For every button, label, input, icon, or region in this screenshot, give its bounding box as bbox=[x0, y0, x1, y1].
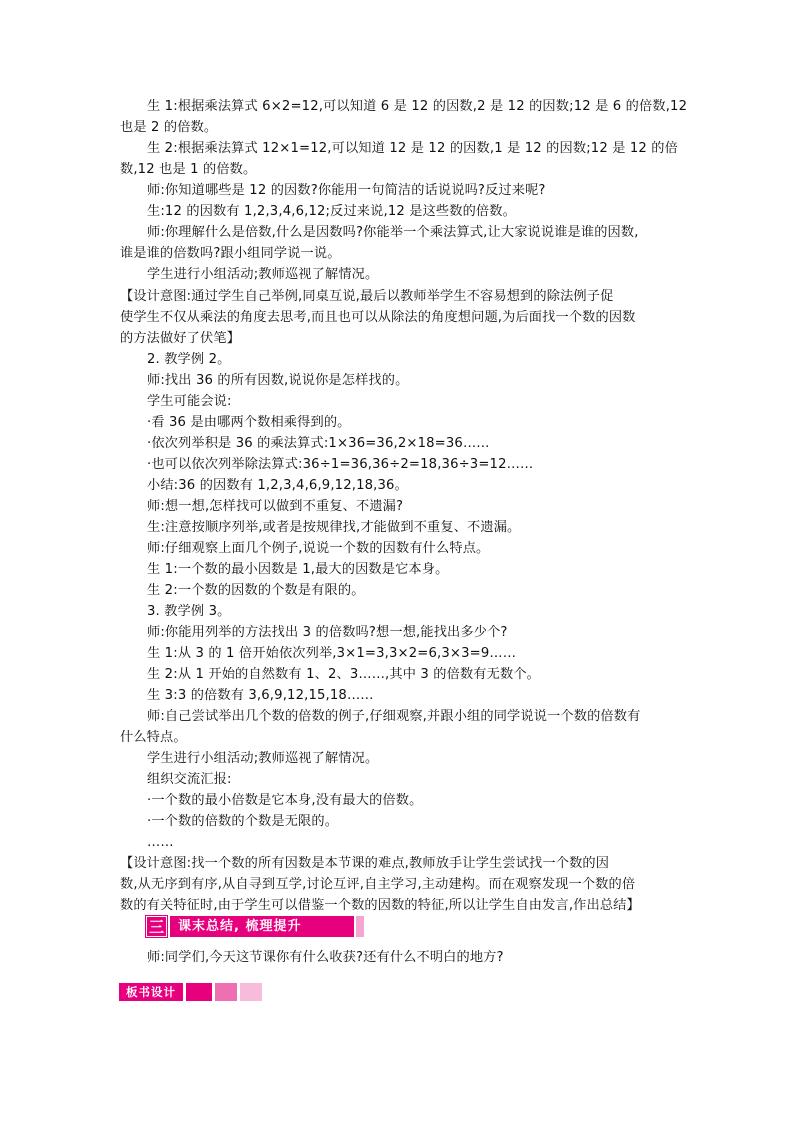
design-intent-line: 的方法做好了伏笔】 bbox=[120, 331, 241, 346]
section-number-badge: 三 bbox=[146, 916, 167, 937]
text-line: 小结:36 的因数有 1,2,3,4,6,9,12,18,36。 bbox=[147, 478, 408, 493]
text-line: 学生可能会说: bbox=[147, 394, 232, 409]
text-line: 生:12 的因数有 1,2,3,4,6,12;反过来说,12 是这些数的倍数。 bbox=[147, 204, 516, 219]
text-line: 数,12 也是 1 的倍数。 bbox=[120, 162, 257, 177]
closing-question: 师:同学们,今天这节课你有什么收获?还有什么不明白的地方? bbox=[147, 950, 504, 965]
text-line: 生:注意按顺序列举,或者是按规律找,才能做到不重复、不遗漏。 bbox=[147, 520, 521, 535]
section-heading-3 bbox=[146, 916, 364, 937]
text-line: 师:找出 36 的所有因数,说说你是怎样找的。 bbox=[147, 373, 409, 388]
decorative-square bbox=[186, 983, 212, 1001]
section-bar-end-decoration bbox=[356, 916, 364, 937]
text-line: 师:你知道哪些是 12 的因数?你能用一句简洁的话说说吗?反过来呢? bbox=[147, 183, 546, 198]
text-line: 师:自己尝试举出几个数的倍数的例子,仔细观察,并跟小组的同学说说一个数的倍数有 bbox=[147, 709, 641, 724]
board-design-label: 板书设计 bbox=[119, 983, 183, 1001]
text-line: 师:你理解什么是倍数,什么是因数吗?你能举一个乘法算式,让大家说说谁是谁的因数, bbox=[147, 225, 639, 240]
design-intent-line: 【设计意图:通过学生自己举例,同桌互说,最后以教师举学生不容易想到的除法例子促 bbox=[120, 289, 614, 304]
bullet-item: ·一个数的倍数的个数是无限的。 bbox=[147, 814, 339, 829]
text-line: 生 1:根据乘法算式 6×2=12,可以知道 6 是 12 的因数,2 是 12 的因数;12 是 6 的倍数,12 bbox=[147, 99, 688, 114]
decorative-square bbox=[215, 983, 237, 1001]
text-line: 组织交流汇报: bbox=[147, 772, 232, 787]
board-design-heading bbox=[119, 983, 262, 1001]
section-title: 课末总结, 梳理提升 bbox=[170, 916, 354, 937]
text-line: 生 1:从 3 的 1 倍开始依次列举,3×1=3,3×2=6,3×3=9…… bbox=[147, 646, 517, 661]
subheading-example-3: 3. 教学例 3。 bbox=[147, 604, 231, 619]
text-line: 师:仔细观察上面几个例子,说说一个数的因数有什么特点。 bbox=[147, 541, 490, 556]
text-line: 生 1:一个数的最小因数是 1,最大的因数是它本身。 bbox=[147, 562, 449, 577]
text-line: 师:你能用列举的方法找出 3 的倍数吗?想一想,能找出多少个? bbox=[147, 625, 508, 640]
text-line: 学生进行小组活动;教师巡视了解情况。 bbox=[147, 267, 379, 282]
design-intent-line: 数,从无序到有序,从自寻到互学,讨论互评,自主学习,主动建构。而在观察发现一个数的倍 bbox=[120, 877, 636, 892]
text-line: 师:想一想,怎样找可以做到不重复、不遗漏? bbox=[147, 499, 404, 514]
text-line: 什么特点。 bbox=[120, 730, 187, 745]
decorative-square bbox=[240, 983, 262, 1001]
text-line: 生 2:根据乘法算式 12×1=12,可以知道 12 是 12 的因数,1 是 12 的因数;12 是 12 的倍 bbox=[147, 141, 678, 156]
subheading-example-2: 2. 教学例 2。 bbox=[147, 352, 231, 367]
bullet-item: ·看 36 是由哪两个数相乘得到的。 bbox=[147, 415, 351, 430]
bullet-item: ·也可以依次列举除法算式:36÷1=36,36÷2=18,36÷3=12…… bbox=[147, 457, 534, 472]
text-line: 学生进行小组活动;教师巡视了解情况。 bbox=[147, 751, 379, 766]
text-line: 也是 2 的倍数。 bbox=[120, 120, 218, 135]
text-line: 生 2:一个数的因数的个数是有限的。 bbox=[147, 583, 365, 598]
design-intent-line: 【设计意图:找一个数的所有因数是本节课的难点,教师放手让学生尝试找一个数的因 bbox=[120, 856, 610, 871]
ellipsis-line: …… bbox=[147, 835, 174, 850]
design-intent-line: 使学生不仅从乘法的角度去思考,而且也可以从除法的角度想问题,为后面找一个数的因数 bbox=[120, 310, 636, 325]
text-line: 生 2:从 1 开始的自然数有 1、2、3……,其中 3 的倍数有无数个。 bbox=[147, 667, 540, 682]
text-line: 谁是谁的倍数吗?跟小组同学说一说。 bbox=[120, 246, 341, 261]
design-intent-line: 数的有关特征时,由于学生可以借鉴一个数的因数的特征,所以让学生自由发言,作出总结】 bbox=[120, 898, 640, 913]
text-line: 生 3:3 的倍数有 3,6,9,12,15,18…… bbox=[147, 688, 374, 703]
bullet-item: ·一个数的最小倍数是它本身,没有最大的倍数。 bbox=[147, 793, 423, 808]
bullet-item: ·依次列举积是 36 的乘法算式:1×36=36,2×18=36…… bbox=[147, 436, 490, 451]
